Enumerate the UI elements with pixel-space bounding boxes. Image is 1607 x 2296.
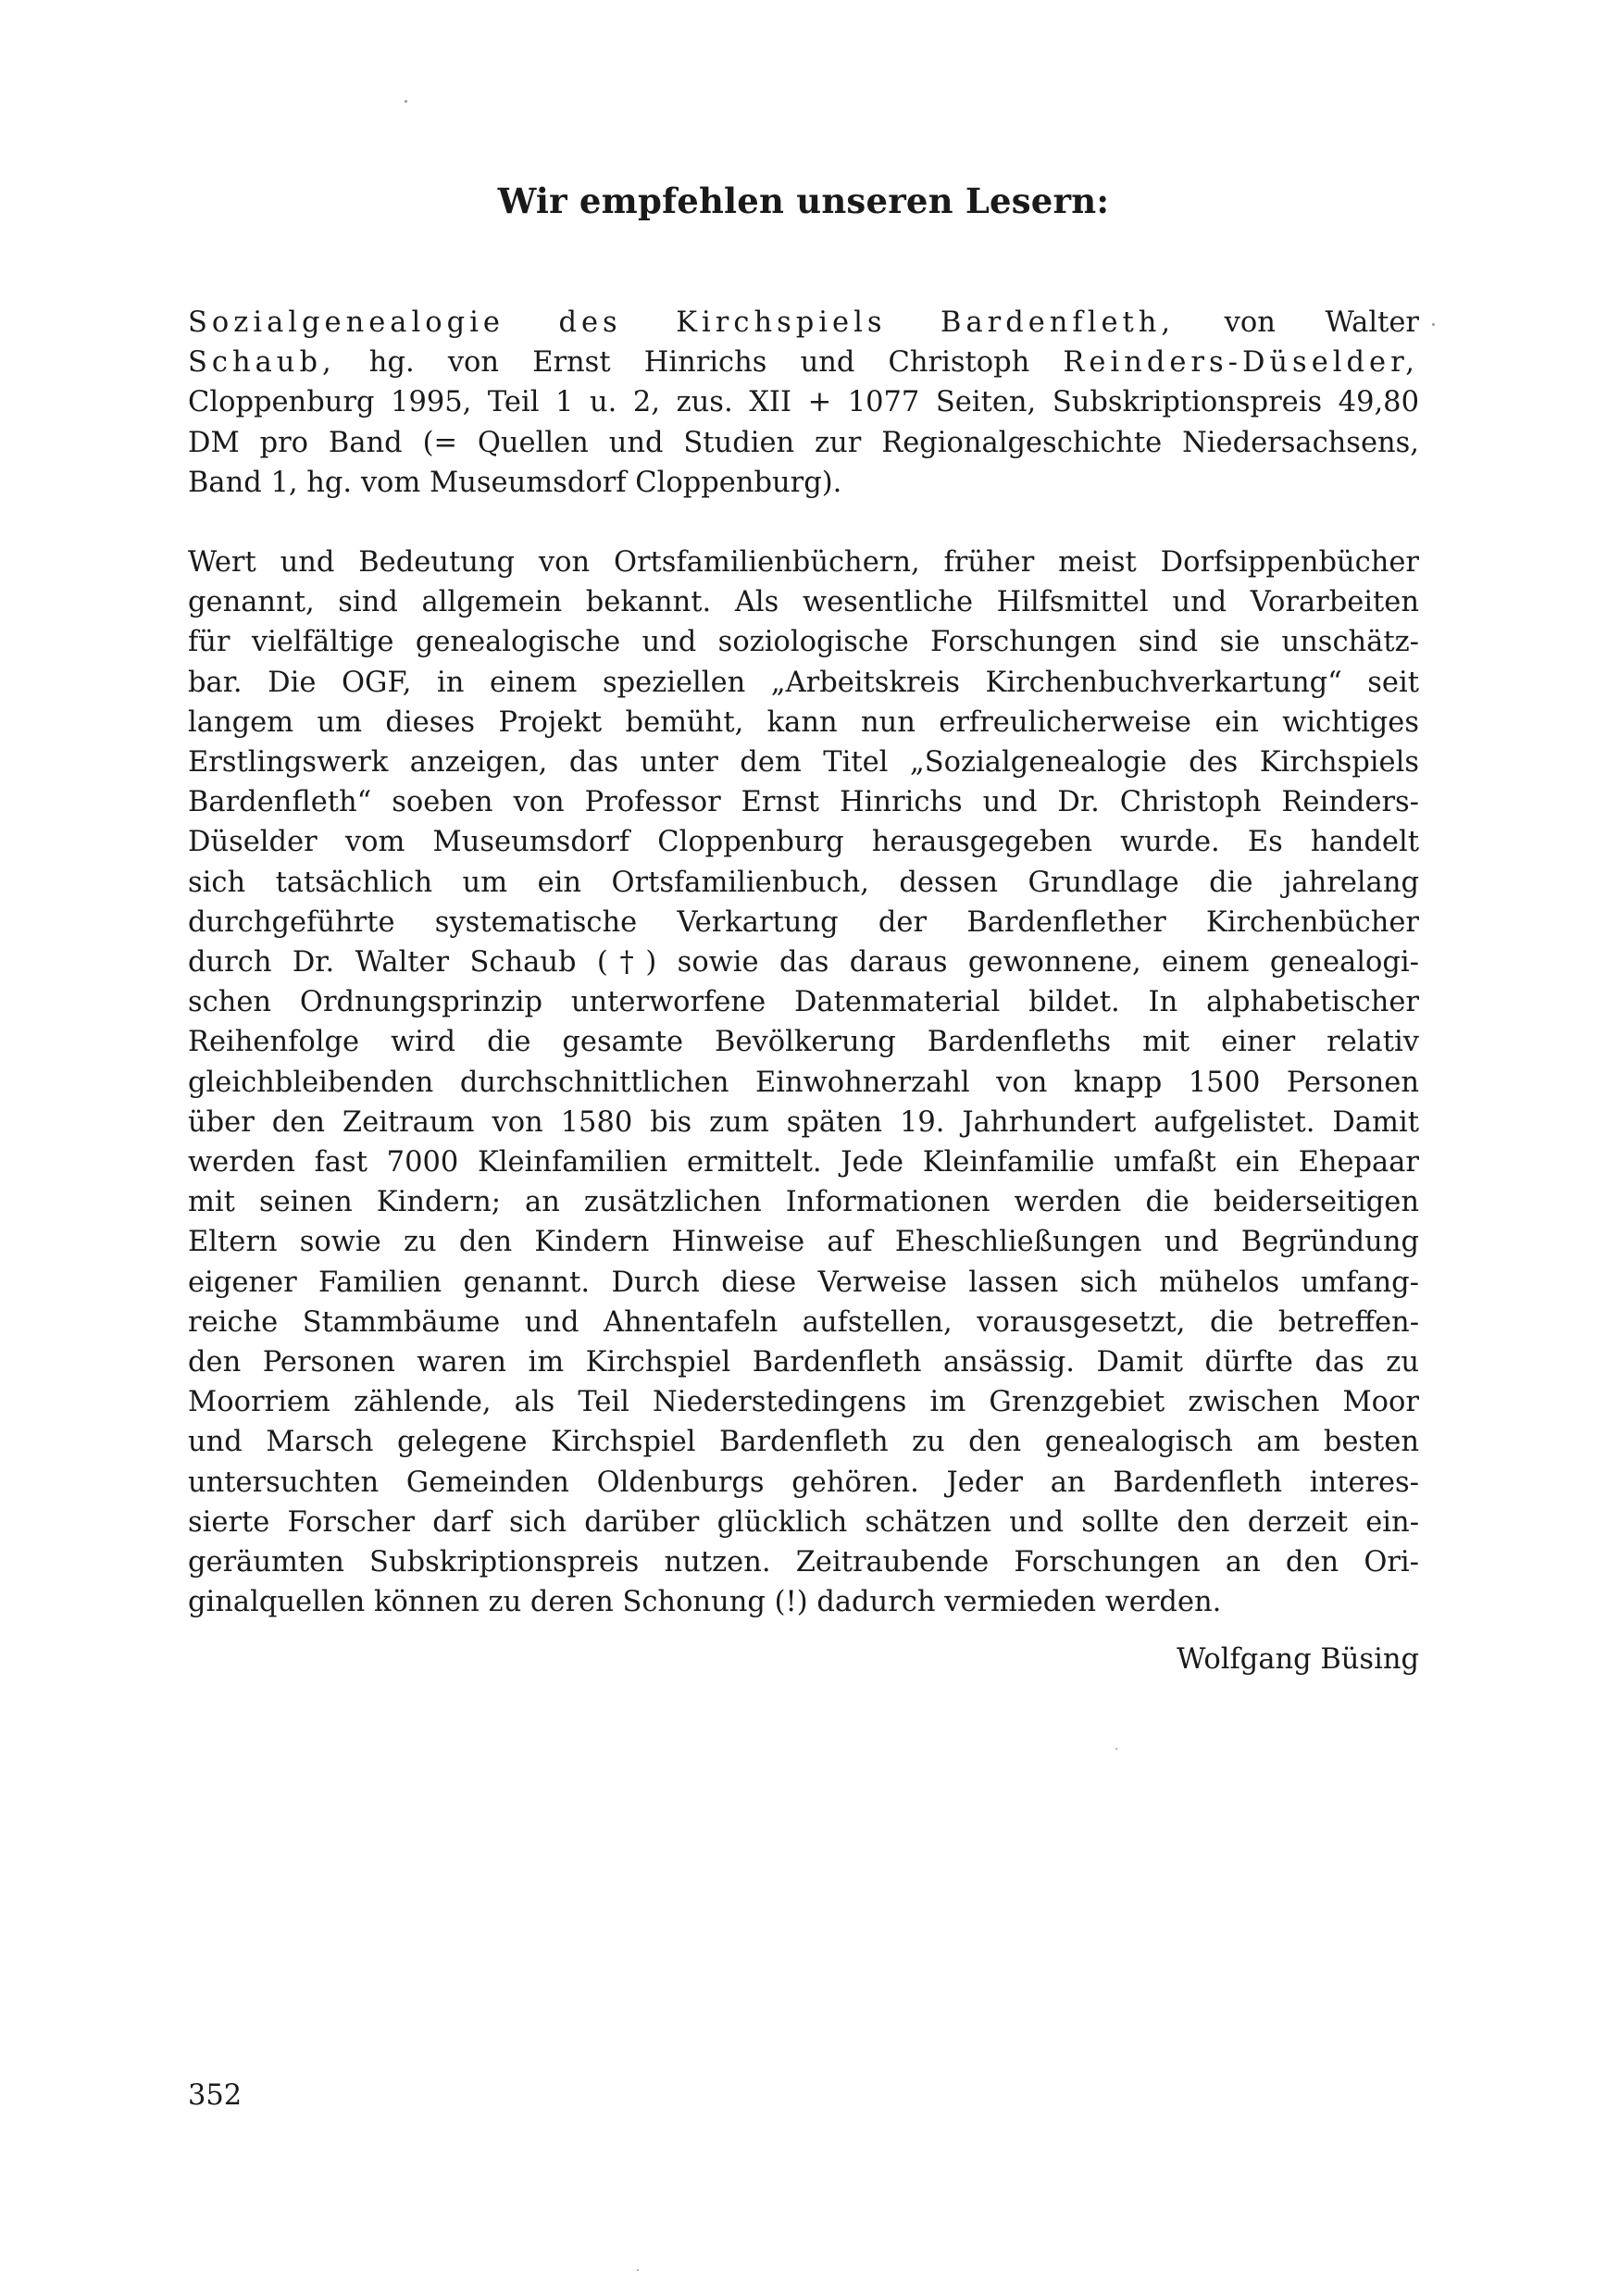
review-line: Moorriem zählende, als Teil Niederstedingens im Grenzgebiet zwischen Moor [188,1386,1419,1419]
review-line: sich tatsächlich um ein Ortsfamilienbuch, dessen Grundlage die jahrelang [188,866,1419,899]
book-entry-line: Sozialgenealogie des Kirchspiels Bardenfleth, von Walter [188,306,1419,339]
review-line: genannt, sind allgemein bekannt. Als wesentliche Hilfsmittel und Vorarbeiten [188,586,1419,619]
book-entry-line: Band 1, hg. vom Museumsdorf Cloppenburg). [188,466,842,499]
review-line: Reihenfolge wird die gesamte Bevölkerung Bardenfleths mit einer relativ [188,1026,1419,1059]
review-line: durchgeführte systematische Verkartung der Bardenflether Kirchenbücher [188,905,1419,939]
book-entry-line: DM pro Band (= Quellen und Studien zur Regionalgeschichte Niedersachsens, [188,426,1419,459]
review-line: sierte Forscher darf sich darüber glücklich schätzen und sollte den derzeit ein- [188,1505,1419,1539]
scan-speck [405,100,407,103]
page-number: 352 [188,2079,243,2112]
book-title: Sozialgenealogie des Kirchspiels Bardenfleth, [188,306,1176,339]
scan-speck [637,2269,639,2271]
review-line: langem um dieses Projekt bemüht, kann nun erfreulicherweise ein wichtiges [188,705,1419,739]
review-line: untersuchten Gemeinden Oldenburgs gehören. Jeder an Bardenfleth interes- [188,1466,1419,1499]
review-line: reiche Stammbäume und Ahnentafeln aufstellen, vorausgesetzt, die betreffen- [188,1305,1419,1339]
author-signature: Wolfgang Büsing [1177,1643,1419,1676]
review-text [188,543,1419,1622]
book-entry [188,303,1419,503]
review-line: ginalquellen können zu deren Schonung (!) dadurch vermieden werden. [188,1586,1222,1619]
review-line: über den Zeitraum von 1580 bis zum späten 19. Jahrhundert aufgelistet. Damit [188,1105,1419,1139]
review-line: Düselder vom Museumsdorf Cloppenburg herausgegeben wurde. Es handelt [188,826,1419,859]
review-line: bar. Die OGF, in einem speziellen „Arbeitskreis Kirchenbuchverkartung“ seit [188,666,1419,699]
scan-speck [1115,1748,1117,1750]
review-line: für vielfältige genealogische und soziologische Forschungen sind sie unschätz- [188,626,1419,659]
author-name: Schaub, [188,346,336,380]
review-line: schen Ordnungsprinzip unterworfene Datenmaterial bildet. In alphabetischer [188,986,1419,1019]
review-line: Eltern sowie zu den Kindern Hinweise auf Eheschließungen und Begründung [188,1226,1419,1259]
editor-name: Reinders-Düselder, [1063,346,1419,380]
review-line: Wert und Bedeutung von Ortsfamilienbüchern, früher meist Dorfsippenbücher [188,546,1419,579]
scan-speck [1432,323,1435,326]
review-line: den Personen waren im Kirchspiel Bardenfleth ansässig. Damit dürfte das zu [188,1346,1419,1379]
review-line: mit seinen Kindern; an zusätzlichen Informationen werden die beiderseitigen [188,1186,1419,1219]
book-entry-line: Schaub, hg. von Ernst Hinrichs und Christoph Reinders-Düselder, [188,346,1419,380]
review-line: und Marsch gelegene Kirchspiel Bardenfleth zu den genealogisch am besten [188,1426,1419,1459]
review-line: geräumten Subskriptionspreis nutzen. Zeitraubende Forschungen an den Ori- [188,1546,1419,1579]
book-entry-line: Cloppenburg 1995, Teil 1 u. 2, zus. XII + 1077 Seiten, Subskriptionspreis 49,80 [188,386,1419,419]
review-line: Erstlingswerk anzeigen, das unter dem Titel „Sozialgenealogie des Kirchspiels [188,746,1419,780]
review-line: werden fast 7000 Kleinfamilien ermittelt. Jede Kleinfamilie umfaßt ein Ehepaar [188,1146,1419,1179]
review-line: gleichbleibenden durchschnittlichen Einwohnerzahl von knapp 1500 Personen [188,1066,1419,1099]
review-line: eigener Familien genannt. Durch diese Verweise lassen sich mühelos umfang- [188,1266,1419,1299]
review-line: Bardenfleth“ soeben von Professor Ernst Hinrichs und Dr. Christoph Reinders- [188,786,1419,819]
page-heading: Wir empfehlen unseren Lesern: [497,181,1110,221]
review-line: durch Dr. Walter Schaub (†) sowie das daraus gewonnene, einem genealogi- [188,946,1419,980]
